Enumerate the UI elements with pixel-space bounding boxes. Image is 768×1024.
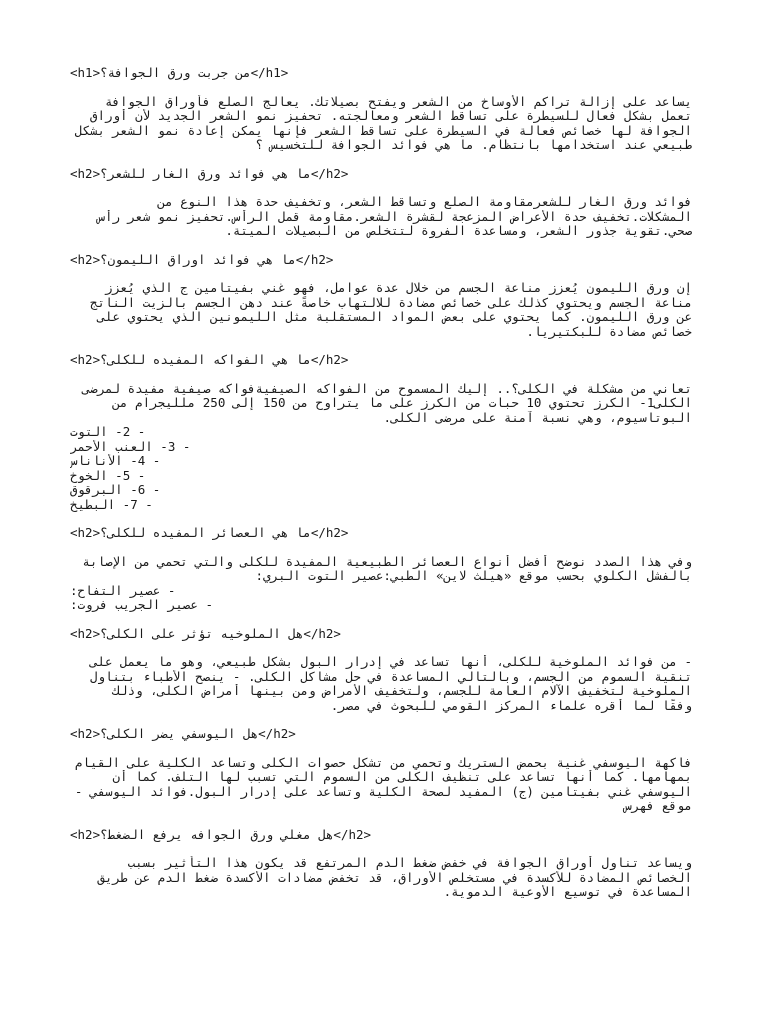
paragraph-line: الملوخية لتخفيف الآلام العامة للجسم، ولتخفيف الأمراض ومن بينها أمراض الكلى، وذلك bbox=[112, 684, 692, 698]
paragraph-line: بمهامها. كما أنها تساعد على تنظيف الكلى من السموم التي تسبب لها التلف. كما أن bbox=[112, 770, 692, 784]
paragraph-line: المشكلات.تخفيف حدة الأعراض المزعجة لقشرة الشعر.مقاومة قمل الرأس.تحفيز نمو شعر رأس bbox=[97, 209, 692, 224]
list-item: - 6- البرقوق bbox=[70, 483, 161, 497]
paragraph-line: تعاني من مشكلة في الكلى؟.. إليك المسموح من الفواكه الصيفيةفواكه صيفية مفيدة لمرضى bbox=[82, 381, 692, 396]
section-heading: <h1>من جربت ورق الجوافة؟</h1> bbox=[70, 66, 289, 80]
section-heading: <h2>ما هي فوائد ورق الغار للشعر؟</h2> bbox=[70, 166, 349, 181]
section-tangerine bbox=[70, 727, 692, 814]
paragraph-line: يساعد على إزالة تراكم الأوساخ من الشعر ويفتح بصيلاتك. يعالج الصلع فأوراق الجوافة bbox=[105, 94, 692, 109]
paragraph-line: فوائد ورق الغار للشعرمقاومة الصلع وتساقط الشعر، وتخفيف حدة هذا النوع من bbox=[157, 195, 692, 209]
section-kidney-fruits bbox=[70, 353, 692, 512]
section-heading: <h2>هل مغلي ورق الجوافه يرفع الضغط؟</h2> bbox=[70, 827, 372, 842]
paragraph-line: إن ورق الليمون يُعزز مناعة الجسم من خلال عدة عوامل، فهو غني بفيتامين ج الذي يُعزز bbox=[105, 281, 692, 295]
paragraph-line: - من فوائد الملوخية للكلى، أنها تساعد في إدرار البول بشكل طبيعي، وهو ما يعمل على bbox=[89, 655, 692, 669]
section-heading: <h2>ما هي الفواكه المفيده للكلى؟</h2> bbox=[70, 353, 349, 367]
list-item: - 4- الأناناس bbox=[70, 454, 161, 468]
paragraph-line: خصائص مضادة للبكتيريا. bbox=[526, 324, 692, 339]
paragraph-line: وفقًا لما أقره علماء المركز القومي للبحوث في مصر. bbox=[330, 698, 692, 713]
list-item: - 2- التوت bbox=[70, 425, 146, 439]
section-heading: <h2>هل اليوسفي يضر الكلى؟</h2> bbox=[70, 727, 296, 741]
section-heading: <h2>ما هي فوائد اوراق الليمون؟</h2> bbox=[70, 252, 334, 267]
paragraph-line: المساعدة في توسيع الأوعية الدموية. bbox=[443, 885, 692, 899]
section-heading: <h2>ما هي العصائر المفيده للكلى؟</h2> bbox=[70, 526, 349, 540]
section-heading: <h2>هل الملوخيه تؤثر على الكلى؟</h2> bbox=[70, 626, 341, 641]
paragraph-line: وفي هذا الصدد نوضح أفضل أنواع العصائر الطبيعية المفيدة للكلى والتي تحمي من الإصابة bbox=[82, 554, 692, 569]
paragraph-line: عن ورق الليمون. كما يحتوي على بعض المواد المستقلبة مثل الليمونين الذي يحتوي على bbox=[97, 310, 692, 324]
paragraph-line: اليوسفي غني بفيتامين (ج) المفيد لصحة الكلية وتساعد على إدرار البول.فوائد اليوسفي - bbox=[74, 784, 692, 799]
paragraph-line: البوتاسيوم، وهي نسبة آمنة على مرضى الكلى. bbox=[383, 410, 692, 425]
list-item: - عصير الجريب فروت: bbox=[70, 598, 213, 612]
paragraph-line: ويساعد تناول أوراق الجوافة في خفض ضغط الدم المرتفع قد يكون هذا التأثير بسبب bbox=[127, 856, 692, 870]
paragraph-line: مناعة الجسم ويحتوي كذلك على خصائص مضادة للالتهاب خاصةً عند دهن الجسم بالزيت الناتج bbox=[89, 295, 692, 310]
section-kidney-juices bbox=[70, 526, 692, 613]
section-bay-leaf bbox=[70, 167, 692, 239]
paragraph-line: الخصائص المضادة للأكسدة في مستخلص الأوراق، قد تخفض مضادات الأكسدة ضغط الدم عن طريق bbox=[97, 870, 692, 885]
paragraph-line: فاكهة اليوسفي غنية بحمض الستريك وتحمي من تشكل حصوات الكلى وتساعد الكلية على القيام bbox=[74, 755, 692, 770]
paragraph-line: صحي.تقوية جذور الشعر، ومساعدة الفروة لتتخلص من البصيلات الميتة. bbox=[225, 224, 692, 238]
paragraph-line: الكلى1- الكرز تحتوي 10 حبات من الكرز على ما يتراوح من 150 إلى 250 مللیجرام من bbox=[112, 396, 692, 410]
section-guava-pressure bbox=[70, 828, 692, 900]
paragraph-line: تعمل بشكل فعال للسيطرة على تساقط الشعر ومعالجته. تحفيز نمو الشعر الجديد لأن أوراق bbox=[89, 109, 692, 123]
paragraph-line: تنقية السموم من الجسم، وبالتالي المساعدة في حل مشاكل الكلى. - ينصح الأطباء بتناول bbox=[89, 669, 692, 684]
list-item: - 5- الخوخ bbox=[70, 468, 146, 483]
document-page bbox=[70, 66, 692, 914]
list-item: - 3- العنب الأحمر bbox=[70, 439, 191, 454]
section-molokhia bbox=[70, 627, 692, 714]
paragraph-line: طبيعي عند استخدامها بانتظام. ما هي فوائد الجوافة للتخسيس ؟ bbox=[255, 138, 692, 152]
list-item: - 7- البطيخ bbox=[70, 497, 153, 512]
paragraph-line: موقع فهرس bbox=[624, 799, 692, 813]
paragraph-line: الجوافة لها خصائص فعالة في السيطرة على تساقط الشعر فإنها يمكن إعادة نمو الشعر بشكل bbox=[74, 123, 692, 138]
list-item: - عصير التفاح: bbox=[70, 583, 176, 598]
paragraph-line: بالفشل الكلوي بحسب موقع «هيلث لاين» الطبي:عصير التوت البري: bbox=[255, 569, 692, 583]
section-lemon-leaves bbox=[70, 253, 692, 340]
section-guava-hair bbox=[70, 66, 692, 153]
